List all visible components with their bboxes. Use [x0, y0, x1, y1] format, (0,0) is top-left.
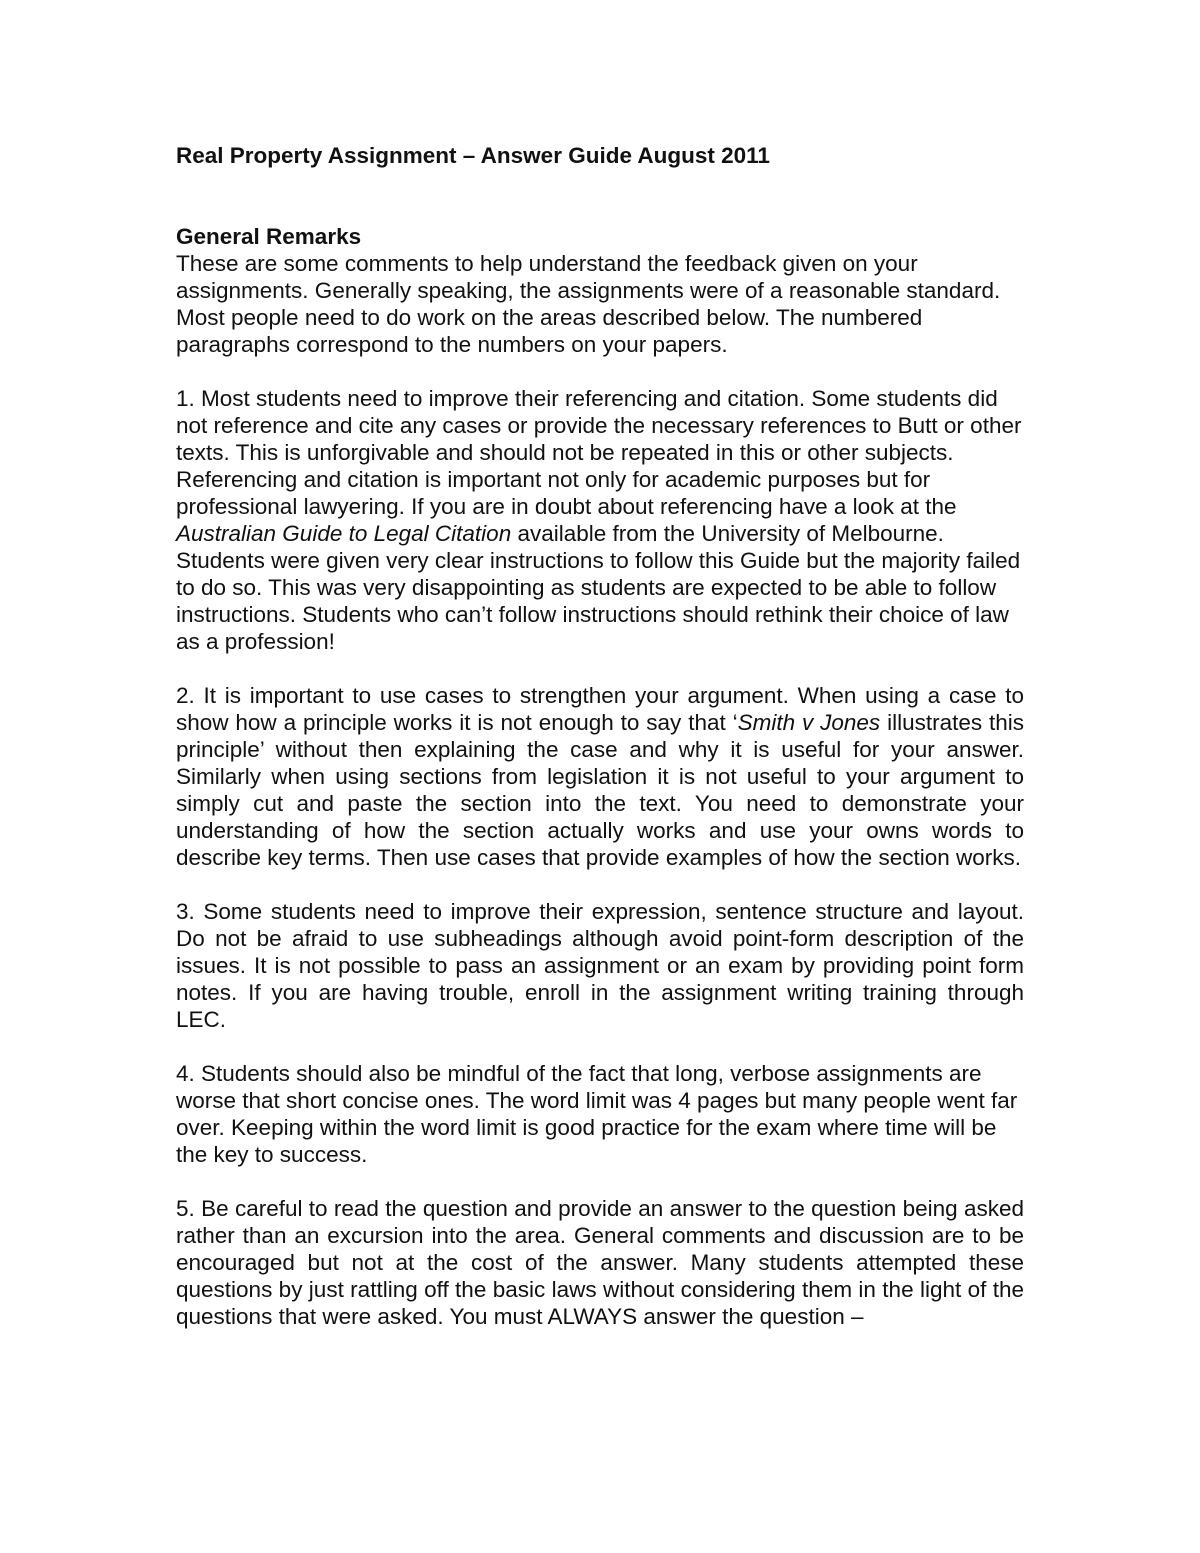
agl-citation-title: Australian Guide to Legal Citation: [176, 521, 512, 546]
paragraph-2-text-b: illustrates this principle’ without then explaining the case and why it is useful for your answer. Similarly when using sections from legislation it is not useful to your argument to simply cut and paste the section into the text. You need to demonstrate your understanding of how the section actually works and use your owns words to describe key terms. Then use cases that provide examples of how the section works.: [176, 710, 1024, 870]
intro-paragraph: These are some comments to help understand the feedback given on your assignments. Generally speaking, the assignments were of a reasonable standard. Most people need to do work on the areas described below. The numbered paragraphs correspond to the numbers on your papers.: [176, 251, 1001, 357]
document-title: Real Property Assignment – Answer Guide August 2011: [176, 143, 770, 168]
document-page: [176, 142, 1024, 1357]
paragraph-2: [176, 682, 1024, 871]
paragraph-5: 5. Be careful to read the question and provide an answer to the question being asked rather than an excursion into the area. General comments and discussion are to be encouraged but not at the cost of the answer. Many students attempted these questions by just rattling off the basic laws without considering them in the light of the questions that were asked. You must ALWAYS answer the question –: [176, 1196, 1024, 1329]
paragraph-1: [176, 385, 1024, 655]
paragraph-1-text-b: available from the University of Melbourne. Students were given very clear instructions to follow this Guide but the majority failed to do so. This was very disappointing as students are expected to be able to follow instructions. Students who can’t follow instructions should rethink their choice of law as a profession!: [176, 521, 1021, 654]
paragraph-4: 4. Students should also be mindful of the fact that long, verbose assignments are worse that short concise ones. The word limit was 4 pages but many people went far over. Keeping within the word limit is good practice for the exam where time will be the key to success.: [176, 1061, 1018, 1167]
case-name: Smith v Jones: [737, 710, 881, 735]
paragraph-1-text-a: 1. Most students need to improve their referencing and citation. Some students did not reference and cite any cases or provide the necessary references to Butt or other texts. This is unforgivable and should not be repeated in this or other subjects. Referencing and citation is important not only for academic purposes but for professional lawyering. If you are in doubt about referencing have a look at the: [176, 386, 1022, 519]
paragraph-3: 3. Some students need to improve their expression, sentence structure and layout. Do not be afraid to use subheadings although avoid point-form description of the issues. It is not possible to pass an assignment or an exam by providing point form notes. If you are having trouble, enroll in the assignment writing training through LEC.: [176, 899, 1024, 1032]
general-remarks-heading: General Remarks: [176, 224, 362, 249]
paragraph-2-text-a: 2. It is important to use cases to strengthen your argument. When using a case to show how a principle works it is not enough to say that ‘: [176, 683, 1024, 735]
